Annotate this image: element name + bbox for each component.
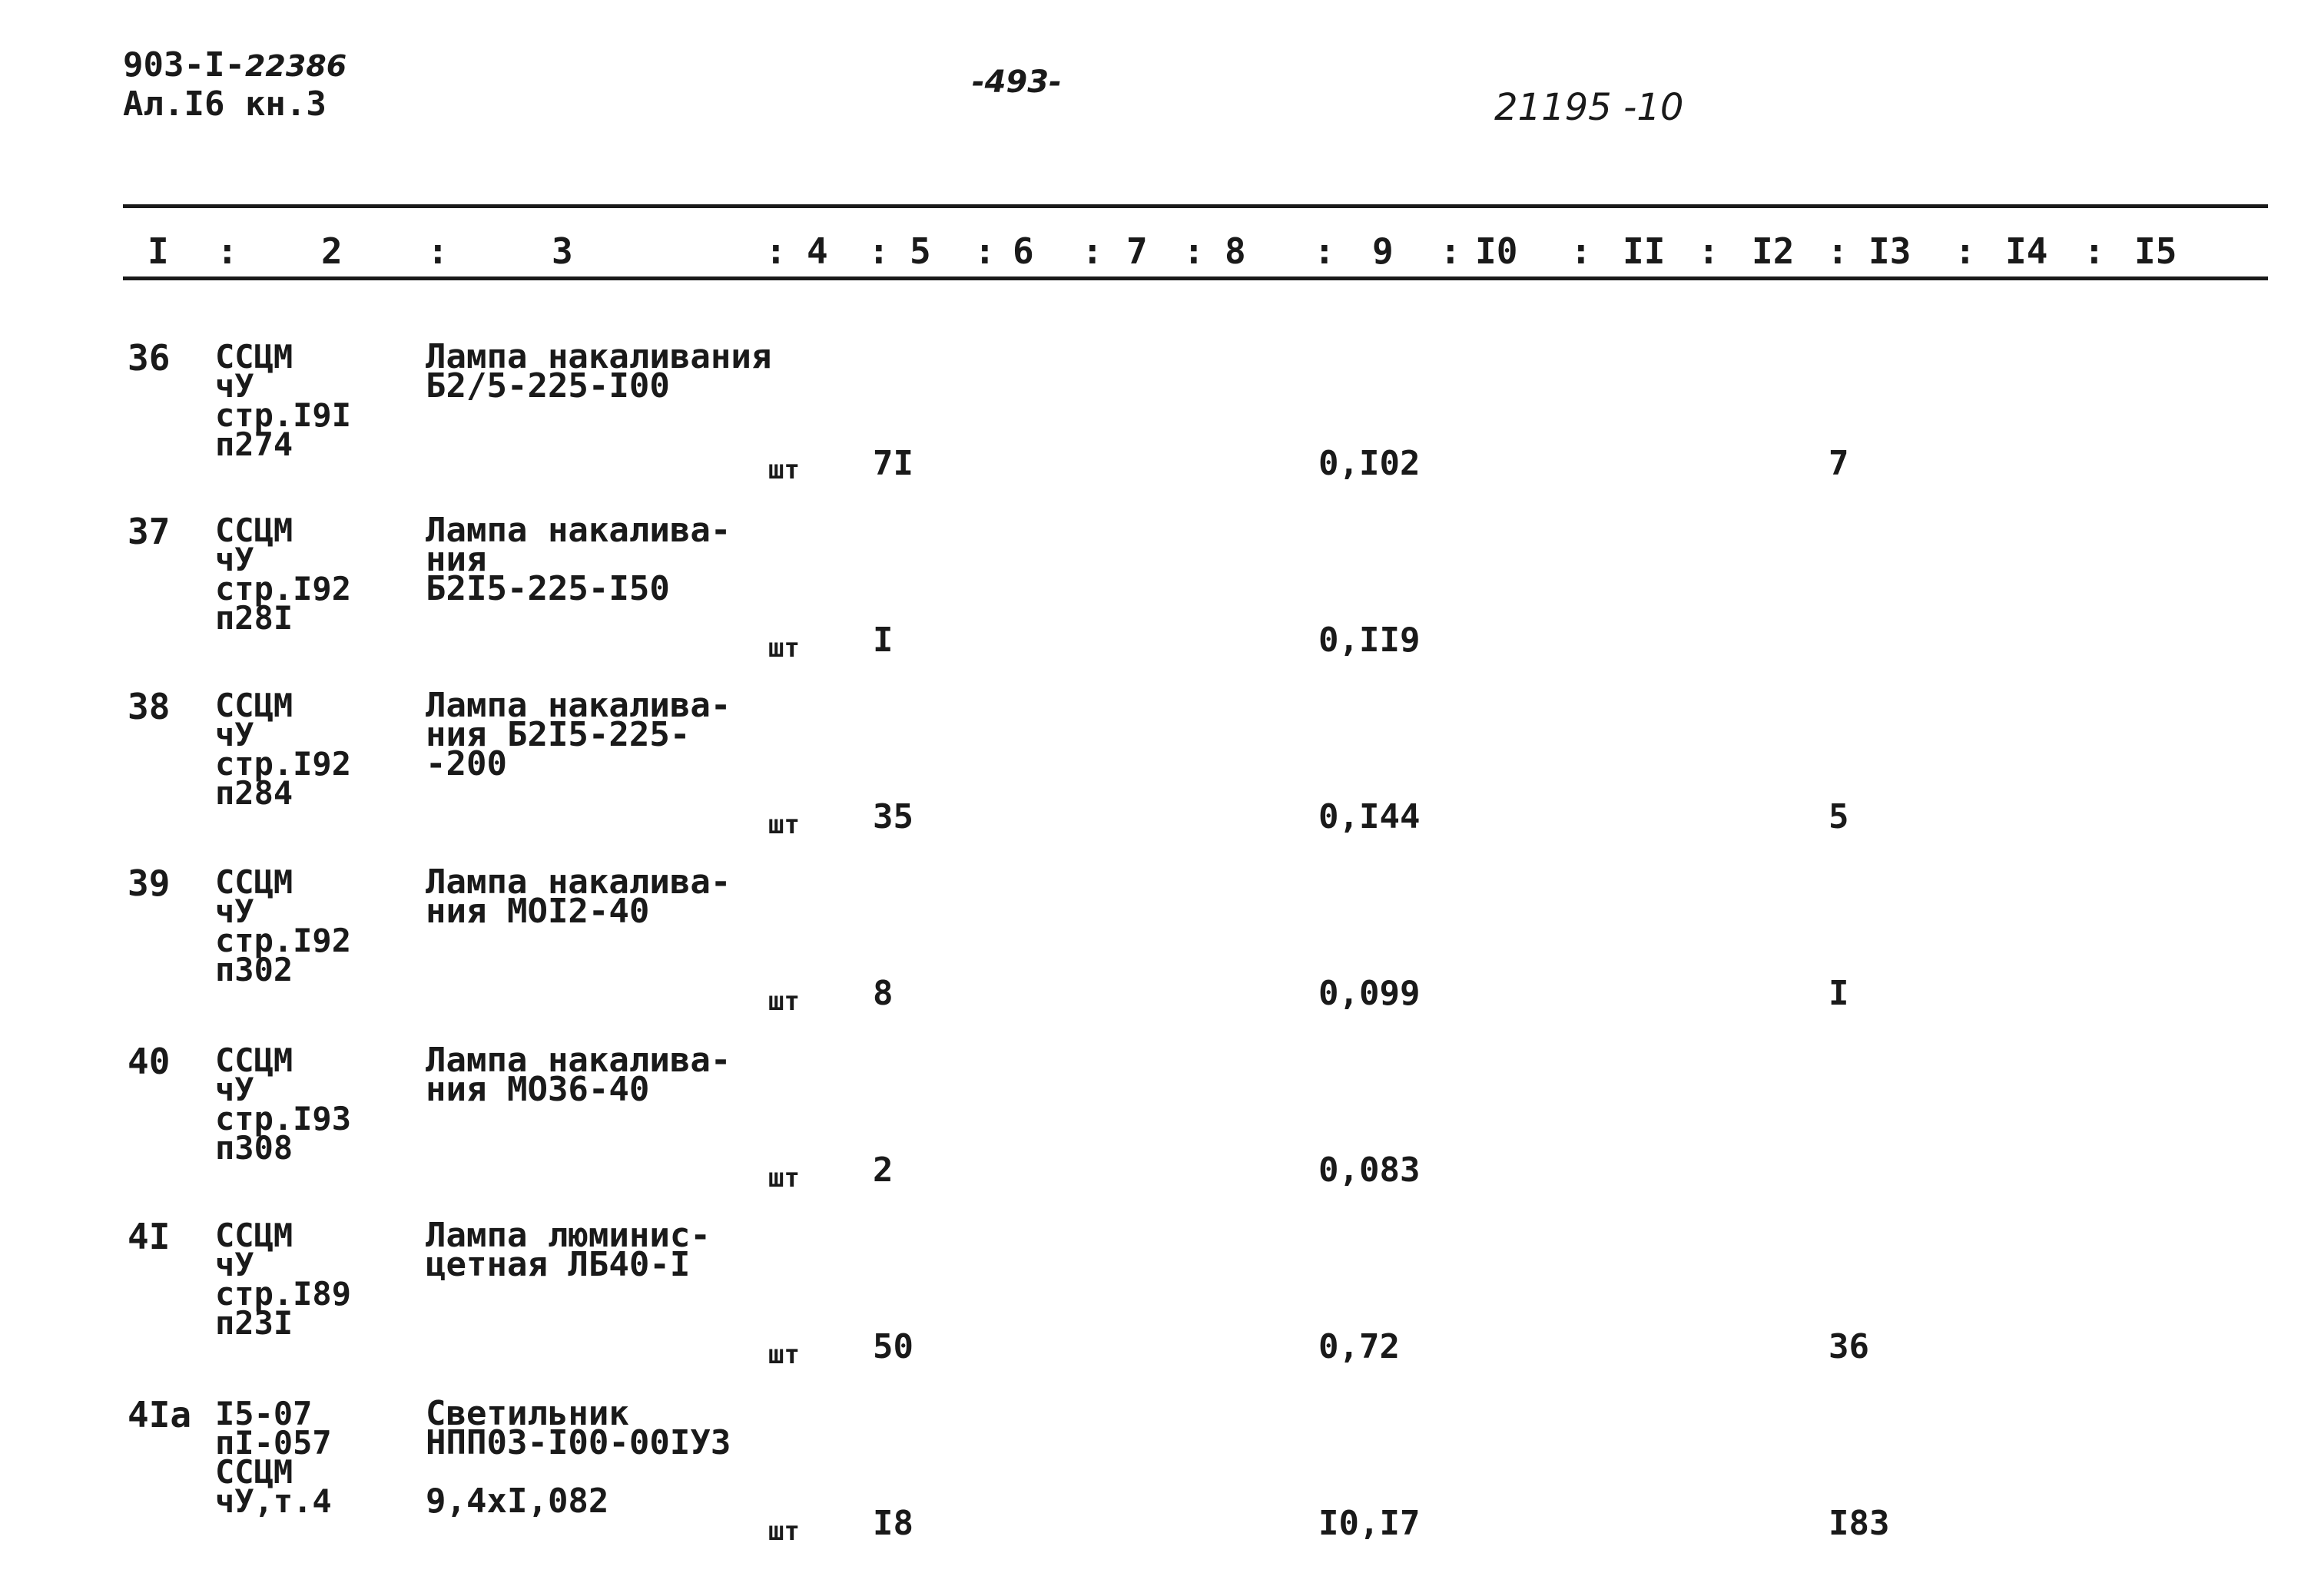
column-header: 4 [807,230,828,272]
reference-line: п284 [215,774,293,812]
item-col12-value: I [1829,974,1849,1013]
row-number: 36 [128,337,171,379]
reference-line: ССЦМ [215,687,293,724]
item-name-line: ния Б2I5-225- [426,715,691,754]
reference-line: чУ [215,367,254,405]
item-name-line: ния [426,540,487,579]
table-header-rule [123,276,2268,280]
column-separator: : [427,230,449,272]
item-name-line: цетная ЛБ40-I [426,1245,691,1284]
item-name-line: Лампа накалива- [426,863,731,902]
column-separator: : [217,230,238,272]
column-header: 2 [321,230,343,272]
item-name-line: Лампа накалива- [426,686,731,725]
document-code-handwritten: 22386 [244,49,347,83]
item-unit: шт [768,986,800,1017]
item-name-line: Лампа накалива- [426,511,731,550]
item-name-line: -200 [426,744,507,783]
item-unit: шт [768,810,800,840]
item-unit: шт [768,633,800,664]
column-header: I5 [2134,230,2177,272]
item-quantity: 8 [873,974,894,1013]
column-header: II [1623,230,1666,272]
reference-line: чУ,т.4 [215,1482,332,1520]
item-name-line: ния МО36-40 [426,1070,650,1109]
reference-line: ССЦМ [215,338,293,376]
column-separator: : [1955,230,1976,272]
item-name-line: НПП03-I00-00IУ3 [426,1423,731,1462]
item-name [426,1216,711,1284]
item-col9-value: 0,099 [1318,974,1421,1013]
reference-line: стр.I93 [215,1100,352,1137]
column-separator: : [974,230,996,272]
item-col12-value: 36 [1829,1327,1869,1366]
item-col12-value: 7 [1829,444,1849,483]
reference-line: ССЦМ [215,1217,293,1254]
item-name [426,337,772,406]
column-separator: : [1314,230,1335,272]
item-name-line: ния МОI2-40 [426,892,650,931]
item-col9-value: 0,083 [1318,1151,1421,1190]
column-header: I4 [2005,230,2048,272]
item-name-line: 9,4хI,082 [426,1482,609,1521]
item-col12-value: I83 [1829,1504,1890,1543]
row-reference [215,863,352,988]
row-reference [215,512,352,637]
column-separator: : [868,230,890,272]
column-separator: : [1440,230,1461,272]
item-name [426,686,731,783]
reference-line: ССЦМ [215,1453,293,1491]
item-quantity: 7I [873,444,913,483]
reference-line: чУ [215,716,254,753]
reference-line: п302 [215,951,293,988]
item-unit: шт [768,1163,800,1194]
reference-line: ССЦМ [215,1041,293,1079]
column-header: I0 [1475,230,1518,272]
reference-line: стр.I92 [215,745,352,783]
item-quantity: I [873,621,894,660]
reference-line: чУ [215,1246,254,1283]
item-unit: шт [768,455,800,485]
row-number: 38 [128,686,171,727]
document-subtitle: Ал.I6 кн.3 [123,84,327,124]
row-reference [215,338,352,463]
row-number: 39 [128,863,171,904]
item-name-line: Лампа накаливания [426,337,772,376]
table-top-rule [123,204,2268,208]
item-col12-value: 5 [1829,797,1849,836]
item-name-line: Лампа накалива- [426,1041,731,1080]
column-separator: : [1698,230,1719,272]
item-name [426,511,731,608]
reference-line: I5-07 [215,1395,313,1432]
page-number: -493- [972,65,1062,100]
reference-line: п274 [215,425,293,463]
column-separator: : [1082,230,1103,272]
column-header: 7 [1126,230,1148,272]
row-reference [215,1217,352,1342]
reference-line: стр.I9I [215,396,352,434]
row-reference [215,1041,352,1167]
reference-line: стр.I92 [215,570,352,608]
item-col9-value: 0,I44 [1318,797,1421,836]
column-header: 3 [552,230,573,272]
reference-line: п23I [215,1304,293,1342]
item-quantity: I8 [873,1504,913,1543]
reference-line: п308 [215,1129,293,1167]
item-col9-value: 0,I02 [1318,444,1421,483]
column-separator: : [1827,230,1848,272]
item-quantity: 2 [873,1151,894,1190]
item-name-line: Б2I5-225-I50 [426,569,670,608]
item-name [426,863,731,931]
item-unit: шт [768,1339,800,1370]
item-quantity: 50 [873,1327,913,1366]
row-number: 40 [128,1041,171,1082]
column-header: 8 [1225,230,1246,272]
column-header: 6 [1013,230,1034,272]
item-name [426,1394,731,1521]
row-number: 37 [128,511,171,552]
column-separator: : [1570,230,1592,272]
item-name-line: Светильник [426,1394,629,1433]
column-header: 9 [1372,230,1394,272]
item-col9-value: 0,II9 [1318,621,1421,660]
item-quantity: 35 [873,797,913,836]
reference-line: стр.I92 [215,922,352,959]
item-name [426,1041,731,1109]
column-separator: : [2084,230,2105,272]
item-name-line: Лампа люминис- [426,1216,711,1255]
reference-line: пI-057 [215,1424,332,1462]
reference-line: ССЦМ [215,863,293,901]
item-col9-value: I0,I7 [1318,1504,1421,1543]
row-reference [215,1395,332,1520]
column-separator: : [1183,230,1205,272]
reference-line: чУ [215,892,254,930]
reference-line: чУ [215,541,254,578]
column-header: I2 [1752,230,1795,272]
column-header: 5 [910,230,931,272]
document-code-block [123,46,346,124]
reference-line: ССЦМ [215,512,293,549]
row-number: 4Iа [128,1394,192,1435]
document-number: 21195 -10 [1494,86,1684,129]
column-separator: : [765,230,787,272]
column-header: I3 [1868,230,1911,272]
column-header: I [148,230,169,272]
row-reference [215,687,352,812]
reference-line: чУ [215,1071,254,1108]
item-unit: шт [768,1516,800,1547]
item-col9-value: 0,72 [1318,1327,1400,1366]
row-number: 4I [128,1216,171,1257]
reference-line: п28I [215,599,293,637]
document-code: 903-I- [123,45,245,84]
item-name-line: Б2/5-225-I00 [426,366,670,406]
reference-line: стр.I89 [215,1275,352,1313]
